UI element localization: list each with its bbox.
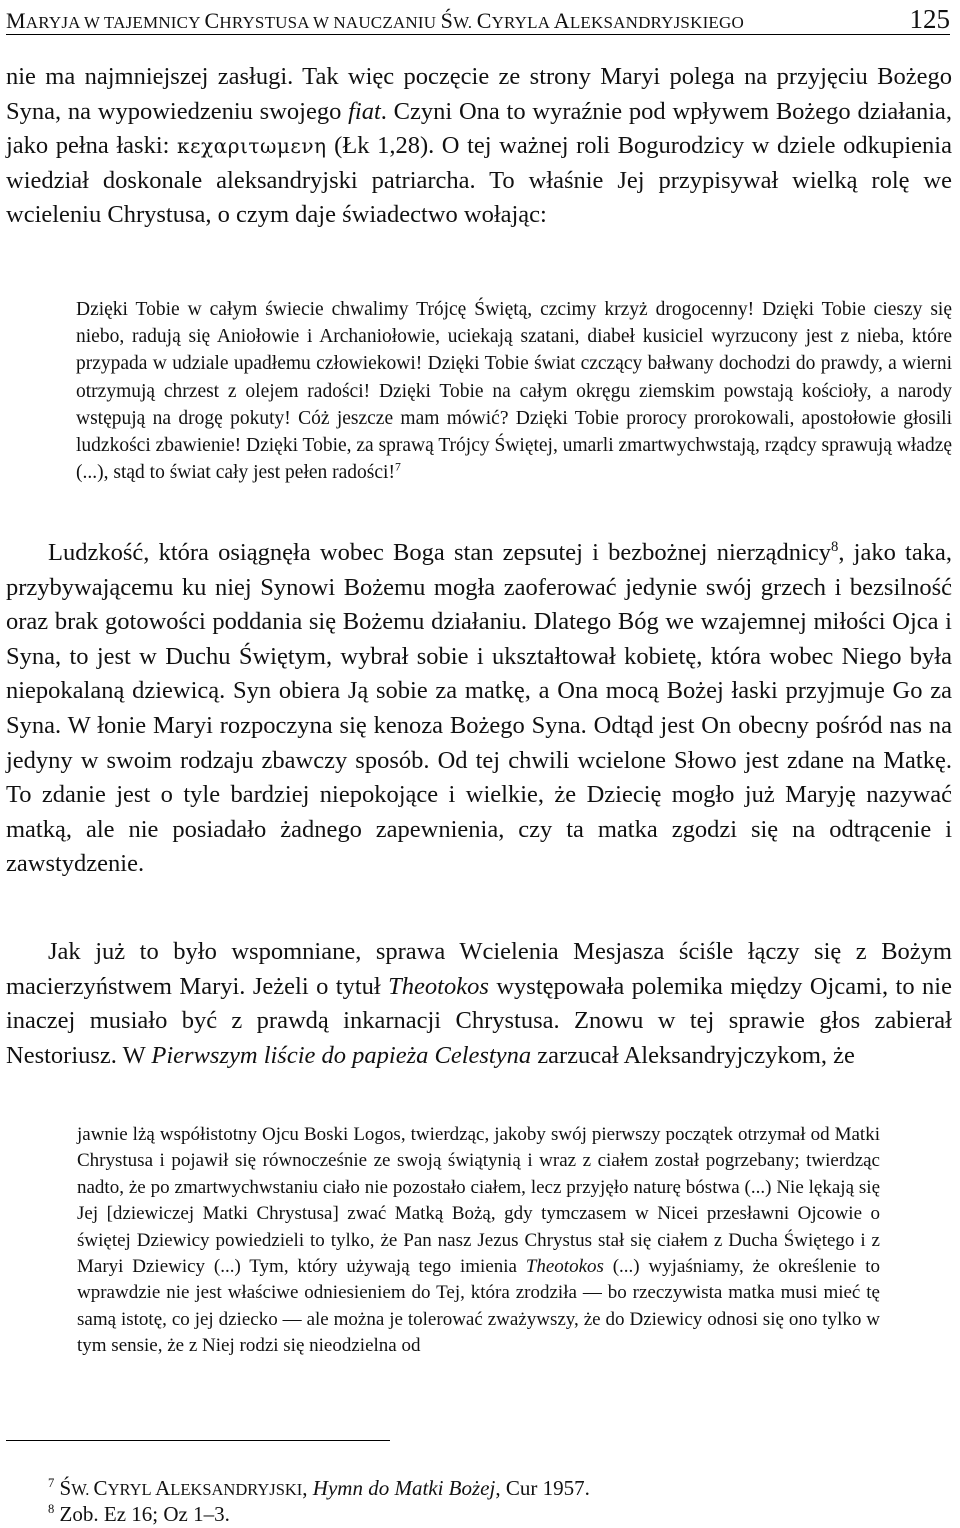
footnote-author: YRYL [107, 1480, 156, 1499]
paragraph-text: Jak już to było wspomniane, sprawa Wcielenia Mesjasza ściśle łączy się z Bożym macierzyństwem Maryi. Jeżeli o tytuł [6, 938, 952, 1000]
running-title [6, 8, 744, 34]
quote-nestorius [77, 1122, 880, 1360]
paragraph-text: , jako taka, przybywającemu ku niej Synowi Bożemu mogła zaoferować jedynie swój grzech i bezsilność oraz brak gotowości poddania się Bożemu działaniu. Dlatego Bóg we wzajemnej miłości Ojca i Syna, to jest w Duchu Świętym, wybrał sobie i ukształtował kobietę, która wobec Niego była niepokalaną dziewicą. Syn obiera Ją sobie za matkę, a Ona mocą Bożej łaski przyjmuje Go za Syna. W łonie Maryi rozpoczyna się kenoza Bożego Syna. Odtąd jest On obecny pośród nas na jedyny w swoim rodzaju zbawczy sposób. Od tej chwili wcielone Słowo jest zdane na Matkę. To zdanie jest o tyle bardziej niepokojące i wielkie, że Dziecię mogło już Maryję nazywać matką, ale nie posiadało żadnego zapewnienia, czy ta matka zgodzi się na odtrącenie i zawstydzenie. [6, 539, 952, 878]
quote-hymn [76, 296, 952, 486]
running-title-part: ARYJA W TAJEMNICY [25, 13, 205, 32]
paragraph-text: występowała polemika między Ojcami, to nie inaczej musiało być z prawdą inkarnacji Chrystusa. Znowu w tej sprawie głos zabierał Nestoriusz. W [6, 972, 952, 1069]
paragraph-text: . Czyni Ona to wyraźnie pod wpływem Bożego działania, jako pełna łaski: [6, 97, 952, 160]
theotokos-term: Theotokos [525, 1256, 604, 1278]
paragraph-text: nie ma najmniejszej zasługi. Tak więc poczęcie ze strony Maryi polega na przyjęciu Bożego Syna, na wypowiedzeniu swojego [6, 63, 952, 125]
running-title-part: HRYSTUSA W NAUCZANIU [219, 13, 441, 32]
paragraph-1 [6, 60, 952, 233]
paragraph-2 [6, 536, 952, 882]
paragraph-text: Ludzkość, która osiągnęła wobec Boga stan zepsutej i bezbożnej nierządnicy [48, 539, 831, 566]
running-title-part: W. [453, 13, 477, 32]
footnote-number: 8 [48, 1502, 55, 1516]
running-title-part: Ś [440, 8, 454, 33]
footnote-rule [6, 1440, 390, 1441]
footnote-author: A [155, 1476, 171, 1500]
footnote-work-title: Hymn do Matki Bożej [312, 1476, 496, 1500]
fiat-term: fiat [348, 97, 381, 125]
running-title-part: M [6, 8, 26, 33]
running-title-part: YRYLA [491, 13, 554, 32]
footnote-punct: , [302, 1476, 313, 1500]
letter-title: Pierwszym liście do papieża Celestyna [151, 1041, 532, 1069]
footnote-author: Ś [59, 1476, 72, 1500]
running-title-part: C [204, 8, 220, 33]
paragraph-text: (Łk 1,28). O tej ważnej roli Bogurodzicy w dziele odkupienia wiedział doskonale aleksandryjski patriarcha. To właśnie Jej przypisywał wielką rolę we wcieleniu Chrystusa, o czym daje świadectwo wołając: [6, 132, 952, 229]
quote-text: (...) wyjaśniamy, że określenie to wprawdzie nie jest właściwe odniesieniem do Tej, która zrodziła — bo rzeczywista matka musi mieć tę samą istotę, co jej dziecko — ale można je tolerować zważywszy, że do Dziewicy odnosi się ono tylko w tym sensie, że z Niej rodzi się nieodzielna od [77, 1256, 880, 1357]
footnote-source: , Cur 1957. [495, 1476, 590, 1500]
footnote-ref-7: 7 [394, 460, 401, 474]
footnote-7 [48, 1476, 590, 1502]
quote-text: jawnie lżą współistotny Ojcu Boski Logos, twierdząc, jakoby swój pierwszy początek otrzymał od Matki Chrystusa i pojawił się równocześnie ze swoją świątynią i wraz z ciałem został pogrzebany; twierdząc nadto, że po zmartwychwstaniu ciało nie pozostało ciałem, lecz przyjęło naturę bóstwa (...) Nie lękają się Jej [dziewiczej Matki Chrystusa] zwać Matką Bożą, gdy tymczasem w Nicei przesławni Ojcowie o świętej Dziewicy powiedzieli to tylko, że Pan nasz Jezus Chrystus stał się ciałem z Ducha Świętego i z Maryi Dziewicy (...) Tym, który używają tego imienia [77, 1124, 880, 1278]
page-number: 125 [909, 4, 950, 34]
footnote-ref-8: 8 [830, 538, 839, 555]
running-title-part: LEKSANDRYJSKIEGO [569, 13, 744, 32]
footnote-author: LEKSANDRYJSKI [170, 1480, 303, 1499]
footnote-number: 7 [48, 1476, 55, 1490]
paragraph-3 [6, 935, 952, 1073]
footnote-author: C [93, 1476, 108, 1500]
paragraph-text: zarzucał Aleksandryjczykom, że [531, 1041, 855, 1069]
running-header [6, 4, 950, 35]
running-title-part: C [476, 8, 492, 33]
footnote-author: W. [71, 1480, 94, 1499]
footnote-8 [48, 1502, 230, 1526]
running-title-part: A [553, 8, 570, 33]
greek-term: κεχαριτωμενη [177, 134, 327, 159]
quote-text: Dzięki Tobie w całym świecie chwalimy Trójcę Świętą, czcimy krzyż drogocenny! Dzięki Tobie cieszy się niebo, radują się Aniołowie i Archaniołowie, uciekają szatani, diabeł kusiciel wyrzucony jest z nieba, które przypada w udziale upadłemu człowiekowi! Dzięki Tobie świat czczący bałwany dochodzi do prawdy, a wierni otrzymują chrzest z olejem radości! Dzięki Tobie na całym okręgu ziemskim powstają kościoły, a narody wstępują na drogę pokuty! Cóż jeszcze mam mówić? Dzięki Tobie prorocy prorokowali, apostołowie głosili ludzkości zbawienie! Dzięki Tobie, za sprawą Trójcy Świętej, umarli zmartwychwstają, rządcy sprawują władzę (...), stąd to świat cały jest pełen radości! [76, 299, 953, 484]
theotokos-term: Theotokos [388, 972, 489, 1000]
footnote-text: Zob. Ez 16; Oz 1–3. [59, 1502, 230, 1526]
